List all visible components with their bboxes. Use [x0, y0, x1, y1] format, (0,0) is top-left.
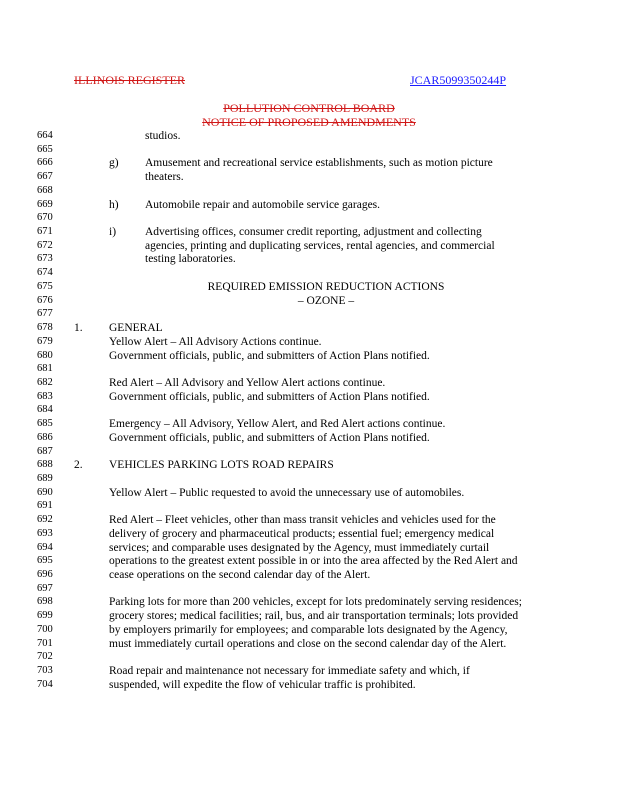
item-marker: g) — [109, 157, 119, 170]
item-marker: 1. — [74, 322, 83, 335]
line-number: 704 — [37, 678, 53, 690]
line-number: 700 — [37, 623, 53, 635]
item-marker: 2. — [74, 459, 83, 472]
line-number: 680 — [37, 349, 53, 361]
line-text: Yellow Alert – Public requested to avoid the unnecessary use of automobiles. — [109, 486, 465, 499]
line-text: Government officials, public, and submitters of Action Plans notified. — [109, 431, 430, 444]
line-text: Government officials, public, and submitters of Action Plans notified. — [109, 390, 430, 403]
line-number: 668 — [37, 184, 53, 196]
line-text: agencies, printing and duplicating services, rental agencies, and commercial — [145, 239, 495, 252]
line-number: 666 — [37, 157, 53, 169]
line-number: 674 — [37, 267, 53, 279]
line-number: 696 — [37, 569, 53, 581]
line-text: Amusement and recreational service establishments, such as motion picture — [145, 157, 493, 170]
document-id-link[interactable]: JCAR5099350244P — [410, 73, 507, 87]
line-number: 673 — [37, 253, 53, 265]
line-number: 686 — [37, 431, 53, 443]
line-number: 692 — [37, 514, 53, 526]
line-number: 664 — [37, 130, 53, 141]
line-number: 687 — [37, 445, 53, 457]
notice-title: NOTICE OF PROPOSED AMENDMENTS — [202, 115, 416, 129]
line-number: 695 — [37, 555, 53, 567]
line-number: 690 — [37, 486, 53, 498]
line-number: 689 — [37, 473, 53, 484]
item-marker: i) — [109, 226, 117, 239]
line-text: Government officials, public, and submitters of Action Plans notified. — [109, 349, 430, 362]
line-text: Automobile repair and automobile service garages. — [145, 198, 381, 211]
line-number: 678 — [37, 322, 53, 334]
line-text: grocery stores; medical facilities; rail, bus, and air transportation terminals; lots provided — [109, 610, 519, 623]
line-number: 703 — [37, 665, 53, 677]
line-text: REQUIRED EMISSION REDUCTION ACTIONS — [207, 280, 445, 293]
line-text: theaters. — [145, 171, 184, 184]
line-number: 684 — [37, 404, 53, 416]
line-text: VEHICLES PARKING LOTS ROAD REPAIRS — [109, 459, 334, 472]
line-text: cease operations on the second calendar day of the Alert. — [109, 569, 371, 582]
line-text: GENERAL — [109, 322, 163, 335]
line-text: services; and comparable uses designated by the Agency, must immediately curtail — [109, 541, 490, 554]
line-number: 670 — [37, 212, 53, 224]
line-number: 677 — [37, 308, 53, 320]
line-number: 672 — [37, 239, 53, 251]
line-number: 691 — [37, 500, 53, 512]
line-text: suspended, will expedite the flow of vehicular traffic is prohibited. — [109, 678, 416, 691]
line-text: – OZONE – — [297, 294, 355, 307]
line-number: 697 — [37, 582, 53, 594]
line-text: Emergency – All Advisory, Yellow Alert, and Red Alert actions continue. — [109, 418, 446, 431]
line-number: 667 — [37, 171, 53, 183]
line-number: 701 — [37, 637, 53, 649]
line-number: 682 — [37, 376, 53, 388]
line-text: operations to the greatest extent possible in or into the area affected by the Red Alert and — [109, 555, 518, 568]
line-number: 694 — [37, 541, 53, 553]
line-number: 683 — [37, 390, 53, 402]
line-number: 699 — [37, 610, 53, 622]
line-text: delivery of grocery and pharmaceutical products; essential fuel; emergency medical — [109, 527, 495, 540]
line-number: 693 — [37, 527, 53, 539]
line-text: must immediately curtail operations and close on the second calendar day of the Alert. — [109, 637, 507, 650]
line-number: 688 — [37, 459, 53, 471]
line-number: 685 — [37, 418, 53, 430]
line-text: Red Alert – Fleet vehicles, other than mass transit vehicles and vehicles used for the — [109, 514, 496, 527]
line-number: 671 — [37, 226, 53, 238]
register-name: ILLINOIS REGISTER — [74, 73, 185, 87]
line-number: 681 — [37, 363, 53, 375]
line-text: by employers primarily for employees; and comparable lots designated by the Agency, — [109, 623, 508, 636]
line-number: 669 — [37, 198, 53, 210]
line-number: 702 — [37, 651, 53, 663]
line-text: Yellow Alert – All Advisory Actions continue. — [109, 335, 322, 348]
line-text: Parking lots for more than 200 vehicles, except for lots predominately serving residences; — [109, 596, 522, 609]
line-text: Red Alert – All Advisory and Yellow Alert actions continue. — [109, 376, 386, 389]
line-number: 698 — [37, 596, 53, 608]
line-text: studios. — [145, 130, 181, 142]
line-number: 676 — [37, 294, 53, 306]
line-number: 665 — [37, 143, 53, 155]
line-text: Advertising offices, consumer credit reporting, adjustment and collecting — [145, 226, 482, 239]
line-number: 679 — [37, 335, 53, 347]
line-text: testing laboratories. — [145, 253, 236, 266]
item-marker: h) — [109, 198, 119, 211]
line-number: 675 — [37, 280, 53, 292]
line-text: Road repair and maintenance not necessary for immediate safety and which, if — [109, 665, 470, 678]
agency-title: POLLUTION CONTROL BOARD — [223, 101, 395, 115]
